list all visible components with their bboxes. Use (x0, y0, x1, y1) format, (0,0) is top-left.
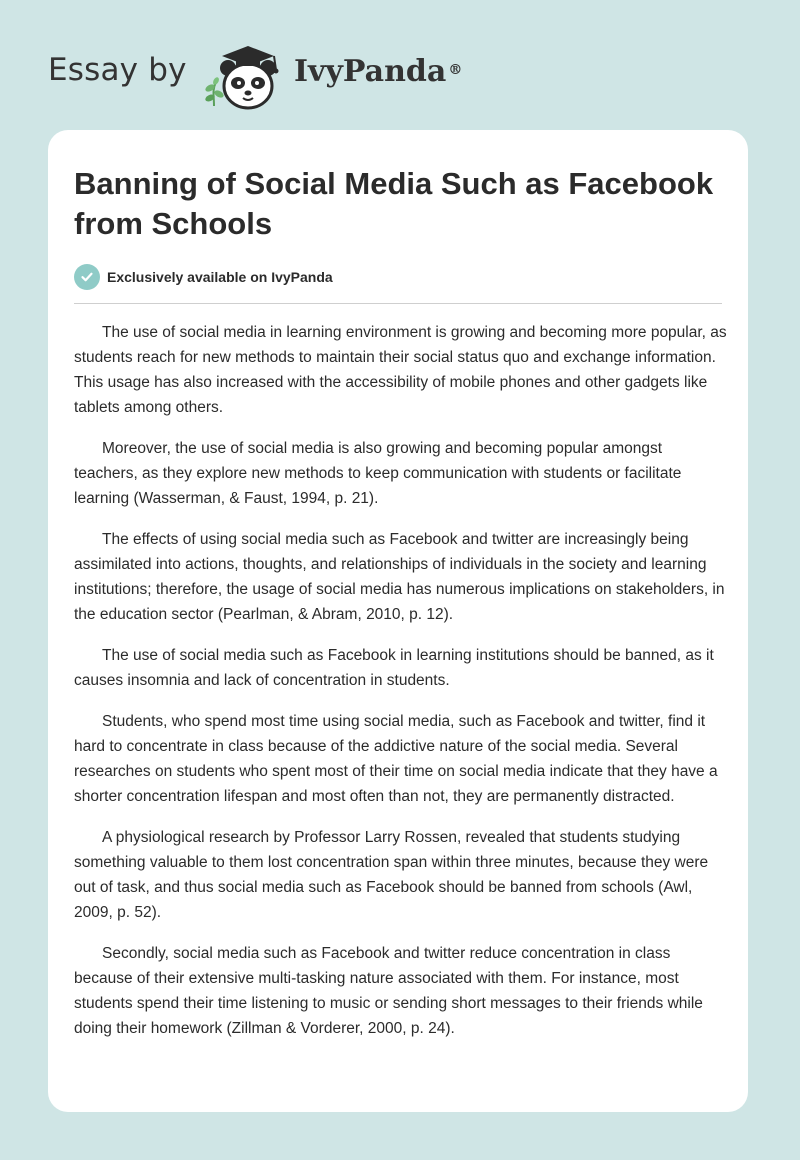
exclusive-badge (74, 264, 333, 290)
paragraph: The use of social media such as Facebook in learning institutions should be banned, as it causes insomnia and lack of concentration in students. (74, 647, 714, 689)
essay-body (74, 320, 728, 1057)
paragraph: Secondly, social media such as Facebook and twitter reduce concentration in class because of their extensive multi-tasking nature associated with them. For instance, most students spend their time listening to music or sending short messages to their friends while doing their homework (Zillman & Vorderer, 2000, p. 24). (74, 945, 703, 1037)
essay-title: Banning of Social Media Such as Facebook from Schools (74, 166, 714, 241)
panda-graduate-icon[interactable] (200, 36, 296, 112)
paragraph: Students, who spend most time using social media, such as Facebook and twitter, find it hard to concentrate in class because of the addictive nature of the social media. Several researches on students who spent most of their time on social media indicate that they have a shorter concentration lifespan and most often than not, they are permanently distracted. (74, 713, 718, 805)
brand-prefix: Essay by (48, 52, 187, 88)
paragraph: A physiological research by Professor Larry Rossen, revealed that students studying something valuable to them lost concentration span within three minutes, because they were out of task, and thus social media such as Facebook should be banned from schools (Awl, 2009, p. 52). (74, 829, 709, 921)
divider (74, 303, 722, 304)
registered-mark: ® (448, 62, 463, 78)
paragraph: The use of social media in learning environment is growing and becoming more popular, as students reach for new methods to maintain their social status quo and exchange information. This usage has also increased with the accessibility of mobile phones and other gadgets like tablets among others. (74, 324, 727, 416)
essay-card (48, 130, 748, 1112)
check-icon (74, 264, 100, 290)
paragraph: Moreover, the use of social media is also growing and becoming popular amongst teachers, as they explore new methods to keep communication with students or facilitate learning (Wasserman, & Faust, 1994, p. 21). (74, 440, 682, 507)
brand-name-text: IvyPanda (294, 54, 447, 89)
brand-name[interactable] (294, 52, 462, 92)
site-header (0, 0, 800, 130)
paragraph: The effects of using social media such as Facebook and twitter are increasingly being assimilated into actions, thoughts, and relationships of individuals in the society and learning institutions; therefore, the usage of social media has numerous implications on stakeholders, in the education sector (Pearlman, & Abram, 2010, p. 12). (74, 531, 725, 623)
exclusive-text: Exclusively available on IvyPanda (107, 269, 333, 285)
